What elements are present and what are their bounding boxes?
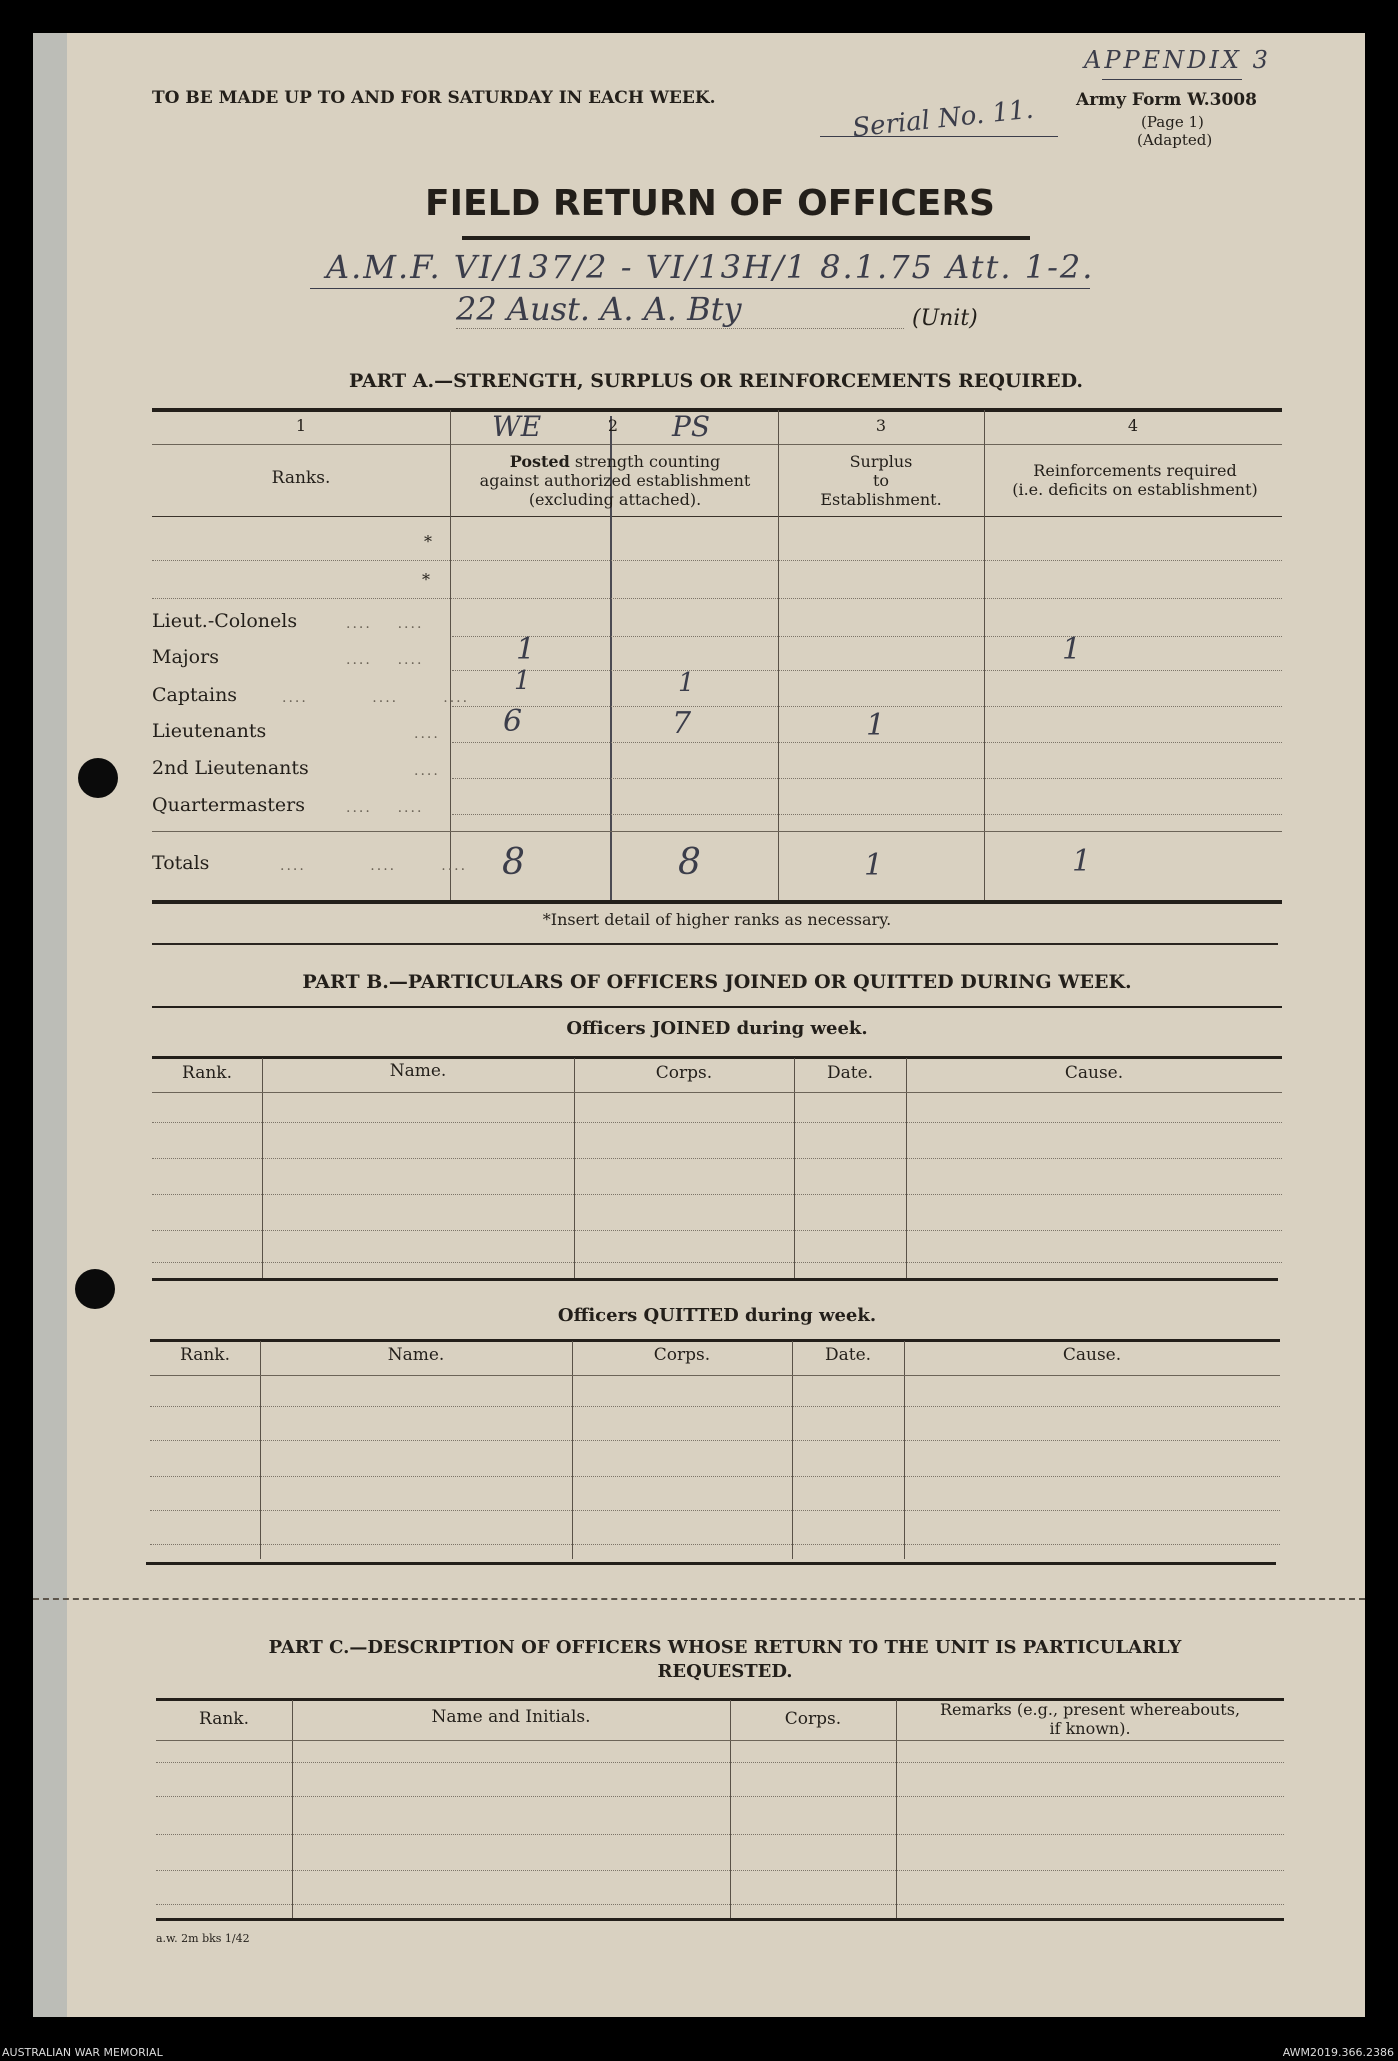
col-divider (730, 1700, 731, 1918)
form-title: FIELD RETURN OF OFFICERS (425, 183, 995, 224)
quitted-head-date: Date. (824, 1345, 872, 1365)
row-line (150, 1476, 1280, 1477)
row-line (452, 706, 1282, 707)
quitted-title: Officers QUITTED during week. (557, 1305, 877, 1326)
col-divider (572, 1341, 573, 1559)
row-line (452, 636, 1282, 637)
totals-ps: 8 (678, 842, 701, 883)
majors-reinf: 1 (1062, 632, 1082, 667)
title-underline (462, 236, 1030, 240)
col-divider (984, 410, 985, 902)
col-divider (260, 1341, 261, 1559)
remarks-line2: if known). (1049, 1719, 1131, 1738)
row-line (150, 1544, 1280, 1545)
captains-we: 1 (514, 666, 531, 696)
majors-we: 1 (516, 632, 536, 667)
totals-surplus: 1 (864, 848, 884, 883)
unit-line (456, 328, 904, 329)
row-line (152, 1122, 1282, 1123)
part-c-title-line2: REQUESTED. (657, 1661, 793, 1682)
row-line (156, 1796, 1284, 1797)
part-b-rule (152, 1006, 1282, 1008)
row-line (452, 814, 1282, 815)
row-line (156, 1834, 1284, 1835)
col-divider (292, 1700, 293, 1918)
paper-stub (33, 33, 67, 2017)
remarks-line1: Remarks (e.g., present whereabouts, (939, 1700, 1241, 1719)
reference-annotation: A.M.F. VI/137/2 - VI/13H/1 8.1.75 Att. 1-2. (326, 248, 1095, 286)
row-line (452, 778, 1282, 779)
row-line (452, 670, 1282, 671)
part-c-bottom-rule (156, 1918, 1284, 1921)
col-divider (574, 1058, 575, 1278)
col-divider (896, 1700, 897, 1918)
part-a-footnote: *Insert detail of higher ranks as necessary. (542, 910, 892, 929)
part-a-top-rule (152, 408, 1282, 412)
serial-underline (820, 136, 1058, 137)
row-line (150, 1440, 1280, 1441)
row-line (150, 1406, 1280, 1407)
lieutenants-surplus: 1 (866, 708, 886, 743)
col-number-3: 3 (875, 416, 887, 435)
leader-dots: .... .... (346, 652, 424, 668)
row-line (150, 1510, 1280, 1511)
posted-line2: against authorized establishment (479, 471, 751, 490)
leader-dots: .... .... .... (280, 858, 468, 874)
surplus-line3: Establishment. (820, 490, 942, 509)
row-line (152, 1230, 1282, 1231)
part-c-head-name: Name and Initials. (431, 1707, 591, 1727)
form-number: Army Form W.3008 (1076, 90, 1257, 110)
joined-head-name: Name. (389, 1061, 447, 1081)
row-line (152, 1262, 1282, 1263)
totals-we: 8 (502, 842, 525, 883)
appendix-annotation: APPENDIX 3 (1084, 46, 1271, 74)
row-line (156, 1762, 1284, 1763)
joined-head-corps: Corps. (655, 1063, 713, 1083)
part-c-head-remarks (896, 1700, 1284, 1738)
totals-rule (152, 831, 1282, 832)
col-divider (794, 1058, 795, 1278)
footer-accession: AWM2019.366.2386 (1282, 2046, 1394, 2059)
col-number-4: 4 (1127, 416, 1139, 435)
row-line (156, 1904, 1284, 1905)
joined-header-rule (152, 1092, 1282, 1093)
unit-label: (Unit) (912, 306, 978, 331)
col-head-surplus (778, 452, 984, 509)
leader-dots: .... .... (346, 616, 424, 632)
part-b-title: PART B.—PARTICULARS OF OFFICERS JOINED OR QUITTED DURING WEEK. (302, 971, 1132, 993)
reference-underline (310, 288, 1090, 289)
appendix-underline (1102, 79, 1242, 80)
quitted-head-cause: Cause. (1062, 1345, 1122, 1365)
row-line (152, 560, 1282, 561)
joined-bottom-rule (152, 1278, 1278, 1281)
quitted-head-rank: Rank. (180, 1345, 230, 1365)
totals-reinf: 1 (1072, 844, 1092, 879)
col-head-reinforcements (986, 461, 1284, 499)
col-number-2: 2 (607, 416, 619, 435)
row-line (152, 1194, 1282, 1195)
posted-rest: strength counting (569, 452, 721, 471)
header-instruction: TO BE MADE UP TO AND FOR SATURDAY IN EACH WEEK. (152, 88, 716, 108)
serial-annotation: Serial No. 11. (850, 94, 1035, 144)
joined-top-rule (152, 1056, 1282, 1059)
col-number-rule (152, 444, 1282, 445)
part-c-header-rule (156, 1740, 1284, 1741)
part-a-bottom-rule (152, 900, 1282, 904)
rank-lieut-colonels: Lieut.-Colonels (152, 610, 298, 632)
part-c-head-rank: Rank. (199, 1709, 249, 1729)
part-c-head-corps: Corps. (784, 1709, 842, 1729)
surplus-line1: Surplus (849, 452, 913, 471)
punch-hole (78, 758, 118, 798)
joined-head-date: Date. (826, 1063, 874, 1083)
part-a-title: PART A.—STRENGTH, SURPLUS OR REINFORCEMENTS REQUIRED. (348, 370, 1084, 392)
surplus-line2: to (872, 471, 890, 490)
col-divider (450, 410, 451, 902)
rank-quartermasters: Quartermasters (152, 794, 305, 816)
rank-captains: Captains (152, 684, 238, 706)
leader-dots: .... (414, 763, 440, 779)
leader-dots: .... (414, 726, 440, 742)
separator-rule (152, 943, 1278, 945)
asterisk: * (422, 570, 430, 589)
col-head-posted (452, 452, 778, 509)
col-head-ranks: Ranks. (271, 468, 331, 488)
perforation-line (33, 1598, 1365, 1600)
rank-2nd-lieutenants: 2nd Lieutenants (152, 757, 309, 779)
col-divider (792, 1341, 793, 1559)
reinf-line2: (i.e. deficits on establishment) (1012, 480, 1258, 499)
leader-dots: .... .... (346, 800, 424, 816)
col-divider (262, 1058, 263, 1278)
captains-ps: 1 (678, 668, 695, 698)
asterisk: * (424, 532, 432, 551)
row-line (156, 1870, 1284, 1871)
col-divider (906, 1058, 907, 1278)
quitted-top-rule (150, 1339, 1280, 1342)
lieutenants-ps: 7 (672, 706, 692, 741)
quitted-header-rule (150, 1375, 1280, 1376)
quitted-bottom-rule (146, 1562, 1276, 1565)
rank-majors: Majors (152, 646, 219, 668)
joined-head-cause: Cause. (1064, 1063, 1124, 1083)
unit-value: 22 Aust. A. A. Bty (456, 290, 742, 328)
reinf-line1: Reinforcements required (1033, 461, 1237, 480)
row-line (152, 1158, 1282, 1159)
form-page: (Page 1) (1141, 113, 1204, 131)
joined-title: Officers JOINED during week. (566, 1018, 868, 1039)
col2-ps-annotation: PS (672, 410, 711, 443)
lieutenants-we: 6 (503, 704, 523, 739)
part-c-title (160, 1636, 1290, 1684)
joined-head-rank: Rank. (182, 1063, 232, 1083)
col-number-1: 1 (295, 416, 307, 435)
punch-hole (75, 1269, 115, 1309)
posted-line3: (excluding attached). (528, 490, 702, 509)
col-divider (904, 1341, 905, 1559)
print-code: a.w. 2m bks 1/42 (156, 1932, 250, 1945)
part-c-title-line1: PART C.—DESCRIPTION OF OFFICERS WHOSE RETURN TO THE UNIT IS PARTICULARLY (268, 1637, 1182, 1658)
footer-archive: AUSTRALIAN WAR MEMORIAL (2, 2046, 163, 2059)
posted-bold: Posted (509, 452, 570, 471)
leader-dots: .... .... .... (282, 690, 470, 706)
form-adapted: (Adapted) (1137, 131, 1213, 149)
totals-label: Totals (152, 852, 210, 874)
row-line (152, 598, 1282, 599)
rank-lieutenants: Lieutenants (152, 720, 267, 742)
quitted-head-corps: Corps. (653, 1345, 711, 1365)
quitted-head-name: Name. (387, 1345, 445, 1365)
header-rule (152, 516, 1282, 517)
col2-we-annotation: WE (492, 410, 542, 443)
